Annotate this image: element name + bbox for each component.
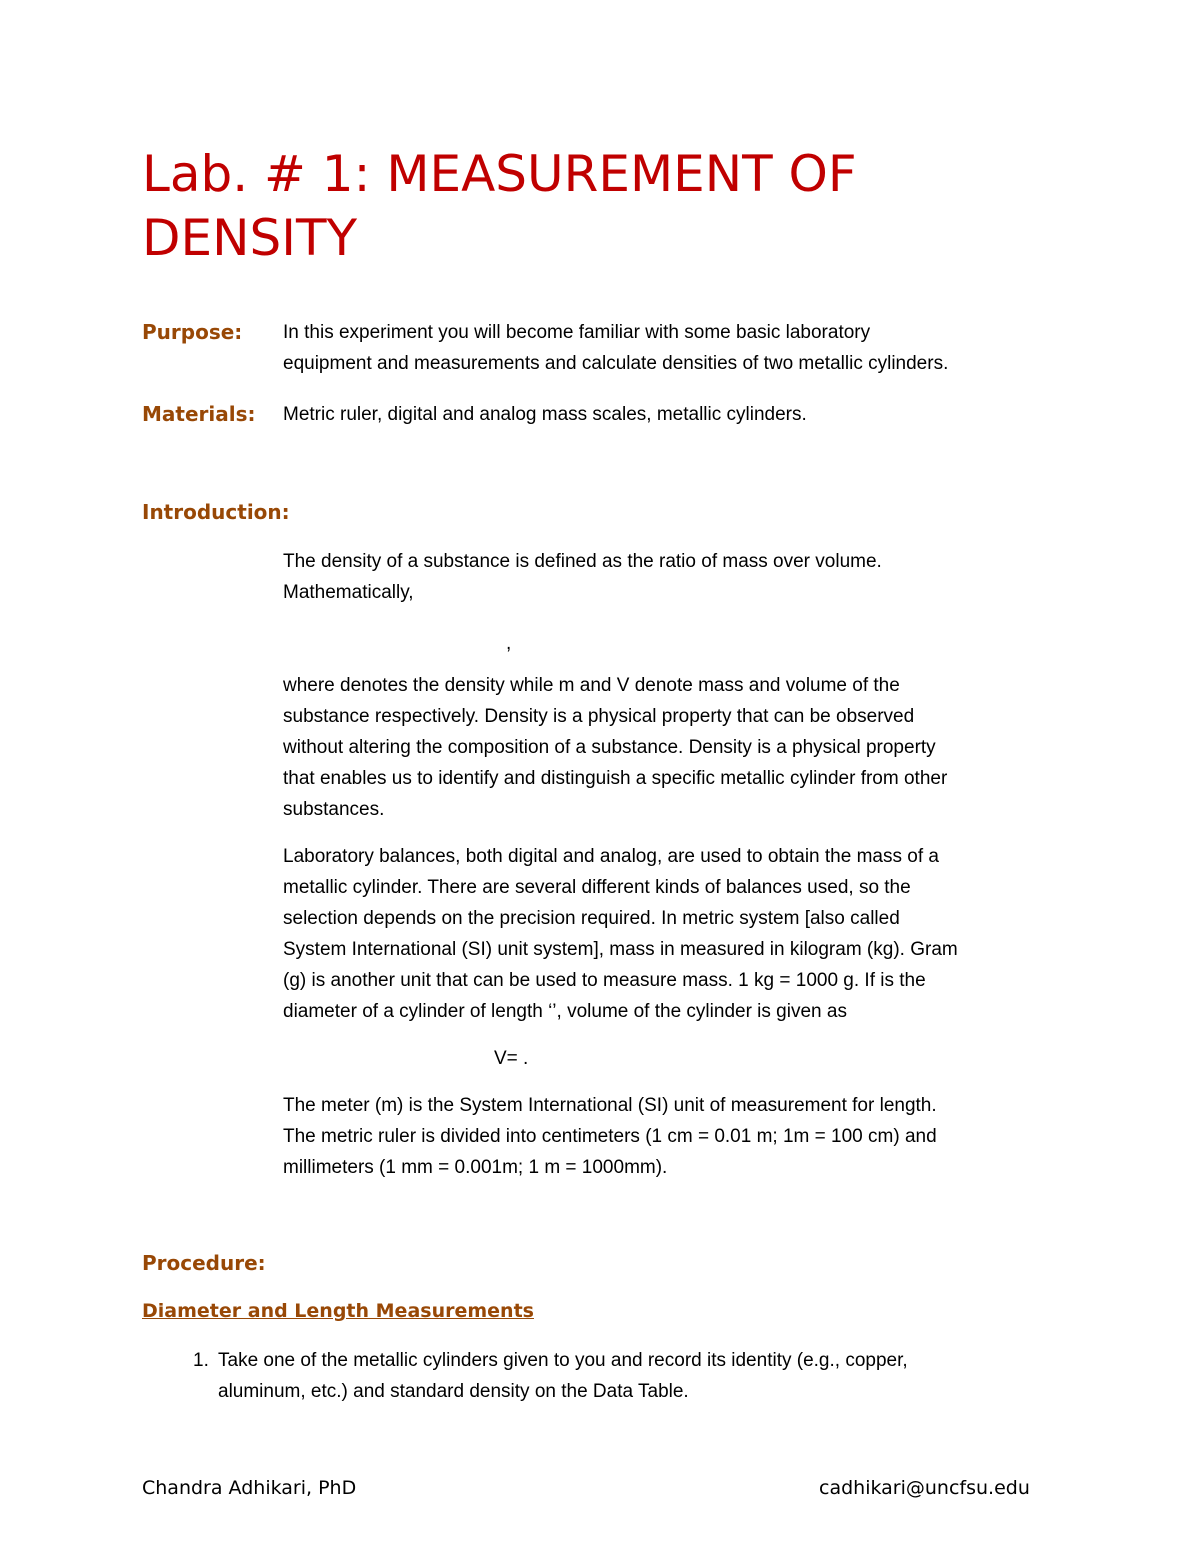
footer-author: Chandra Adhikari, PhD [142,1477,357,1499]
intro-line: substance respectively. Density is a physical property that can be observed [283,706,915,727]
intro-line: Laboratory balances, both digital and analog, are used to obtain the mass of a [283,846,939,867]
materials-text [283,399,1063,430]
purpose-line: equipment and measurements and calculate densities of two metallic cylinders. [283,353,949,374]
intro-line: selection depends on the precision required. In metric system [also called [283,908,900,929]
materials-line: Metric ruler, digital and analog mass scales, metallic cylinders. [283,404,807,425]
intro-line: substances. [283,799,385,820]
procedure-subheading: Diameter and Length Measurements [142,1300,534,1322]
title-line-2: DENSITY [142,209,358,267]
purpose-label: Purpose: [142,320,243,344]
intro-line: System International (SI) unit system], mass in measured in kilogram (kg). Gram [283,939,958,960]
list-item-line: Take one of the metallic cylinders given to you and record its identity (e.g., copper, [218,1350,908,1371]
intro-line: that enables us to identify and distinguish a specific metallic cylinder from other [283,768,948,789]
purpose-text [283,317,1063,379]
intro-paragraph-2 [283,670,1063,825]
intro-line: The metric ruler is divided into centimeters (1 cm = 0.01 m; 1m = 100 cm) and [283,1126,937,1147]
intro-line: metallic cylinder. There are several different kinds of balances used, so the [283,877,911,898]
title-line-1: Lab. # 1: MEASUREMENT OF [142,145,857,203]
intro-paragraph-1 [283,546,1063,608]
intro-line: diameter of a cylinder of length ‘’, volume of the cylinder is given as [283,1001,847,1022]
intro-line: The meter (m) is the System International (SI) unit of measurement for length. [283,1095,937,1116]
density-formula-mark: , [506,633,512,654]
materials-label: Materials: [142,402,256,426]
list-item-number: 1. [193,1350,209,1371]
purpose-line: In this experiment you will become familiar with some basic laboratory [283,322,871,343]
volume-formula: V= . [494,1048,529,1069]
page-title [142,142,1042,270]
footer-email: cadhikari@uncfsu.edu [819,1477,1030,1499]
intro-line: Mathematically, [283,582,414,603]
intro-line: millimeters (1 mm = 0.001m; 1 m = 1000mm). [283,1157,668,1178]
intro-paragraph-3 [283,841,1063,1027]
intro-line: (g) is another unit that can be used to measure mass. 1 kg = 1000 g. If is the [283,970,926,991]
list-item-line: aluminum, etc.) and standard density on the Data Table. [218,1381,689,1402]
intro-line: The density of a substance is defined as the ratio of mass over volume. [283,551,882,572]
intro-line: without altering the composition of a substance. Density is a physical property [283,737,936,758]
intro-line: where denotes the density while m and V denote mass and volume of the [283,675,900,696]
intro-paragraph-4 [283,1090,1063,1183]
procedure-label: Procedure: [142,1251,266,1275]
introduction-label: Introduction: [142,500,290,524]
list-item-text [218,1345,908,1407]
